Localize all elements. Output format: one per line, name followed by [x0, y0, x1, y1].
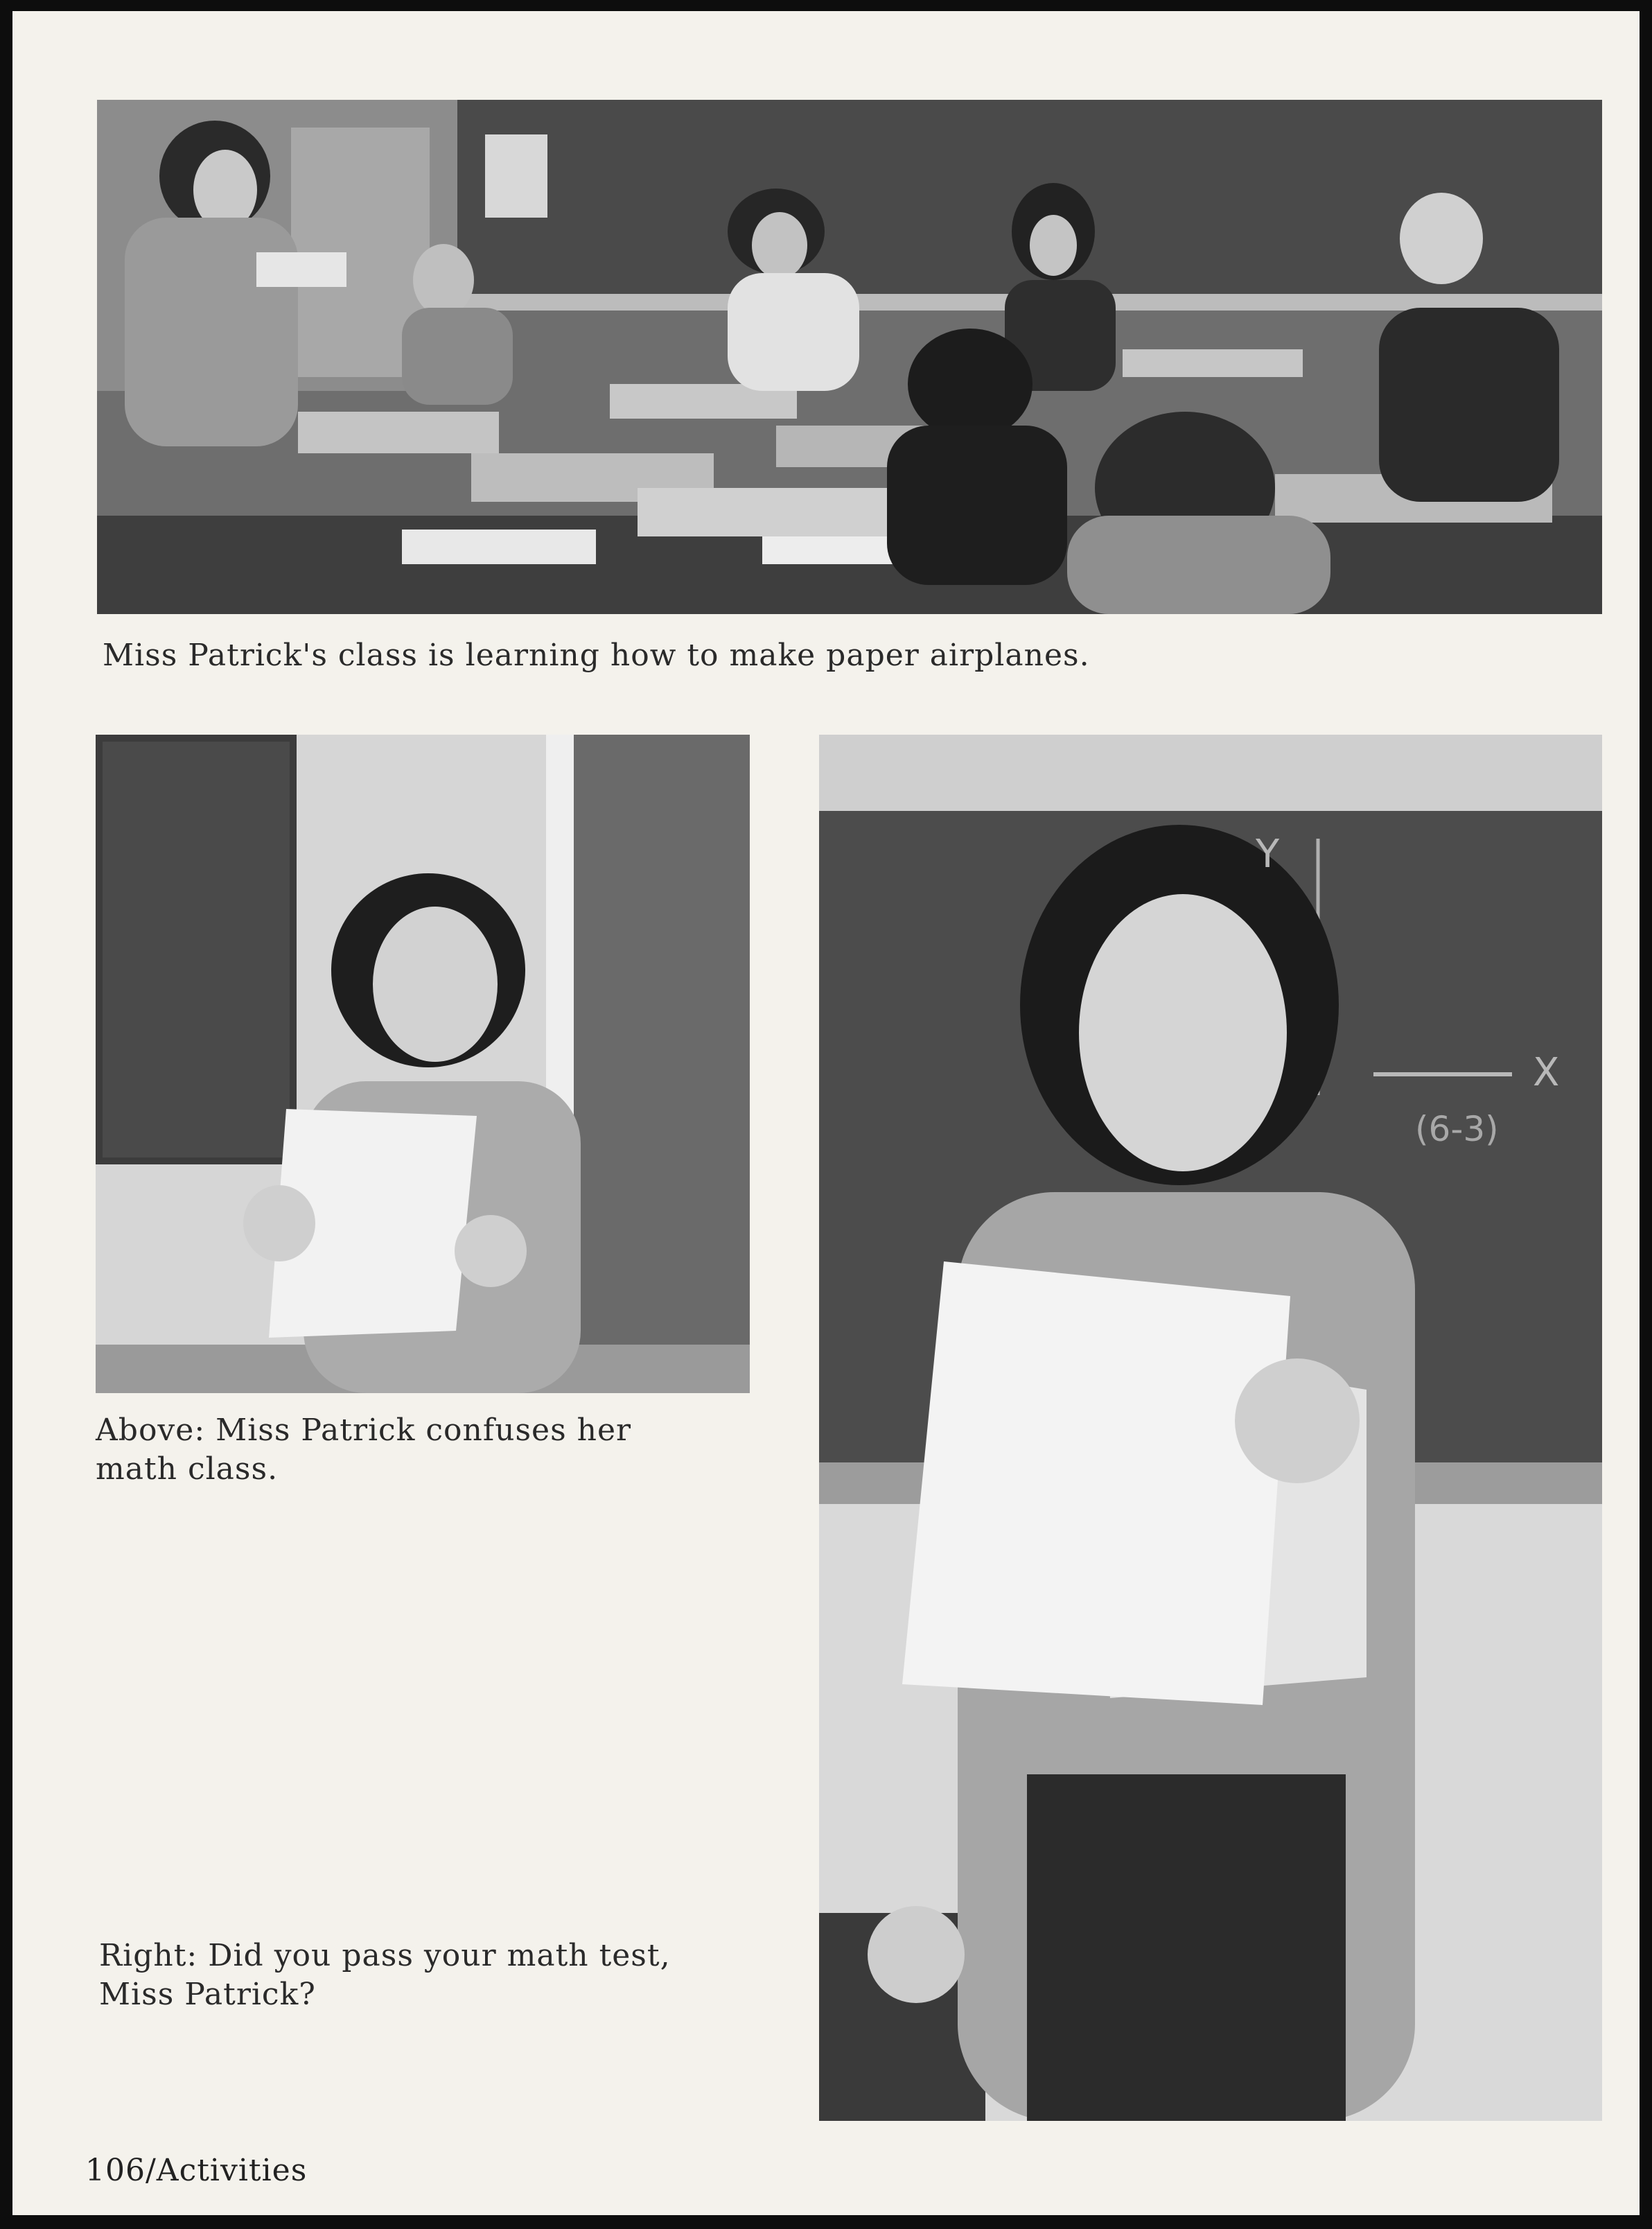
teacher-photo-right — [819, 735, 1602, 2121]
chalkboard-label-x: X — [1533, 1050, 1560, 1095]
caption-right-line2: Miss Patrick? — [99, 1977, 316, 2012]
caption-right-line1: Right: Did you pass your math test, — [99, 1938, 671, 1973]
caption-above-line2: math class. — [96, 1451, 279, 1487]
page-folio: 106/Activities — [85, 2153, 308, 2188]
teacher-photo-left — [96, 735, 750, 1393]
classroom-photo — [97, 100, 1602, 614]
yearbook-page — [12, 11, 1640, 2215]
caption-top: Miss Patrick's class is learning how to make paper airplanes. — [103, 638, 1090, 673]
caption-above-line1: Above: Miss Patrick confuses her — [96, 1413, 632, 1448]
chalkboard-point: (6-3) — [1415, 1109, 1499, 1149]
chalkboard-label-y: Y — [1256, 832, 1280, 877]
